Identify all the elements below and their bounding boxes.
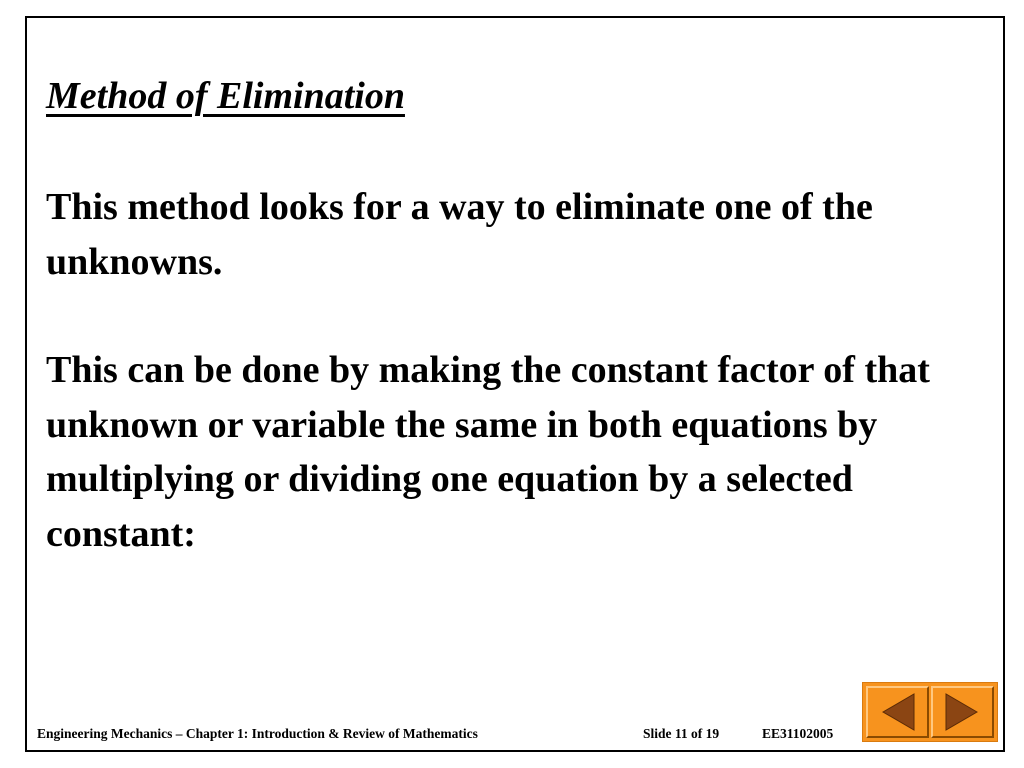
footer-course-title: Engineering Mechanics – Chapter 1: Introduction & Review of Mathematics	[37, 726, 478, 741]
triangle-left-icon	[868, 688, 927, 736]
footer-slide-number: Slide 11 of 19	[643, 726, 720, 741]
slide-title: Method of Elimination	[46, 75, 405, 117]
previous-slide-button[interactable]	[866, 686, 929, 738]
paragraph-method-description: This method looks for a way to eliminate one of the unknowns.	[46, 186, 873, 283]
next-slide-button[interactable]	[931, 686, 994, 738]
navigation-panel	[862, 682, 998, 742]
footer-course-code: EE31102005	[762, 726, 834, 741]
paragraph-method-procedure: This can be done by making the constant factor of that unknown or variable the same in both equations by multiplying or dividing one equation by a selected constant:	[46, 349, 930, 555]
triangle-right-icon	[933, 688, 992, 736]
